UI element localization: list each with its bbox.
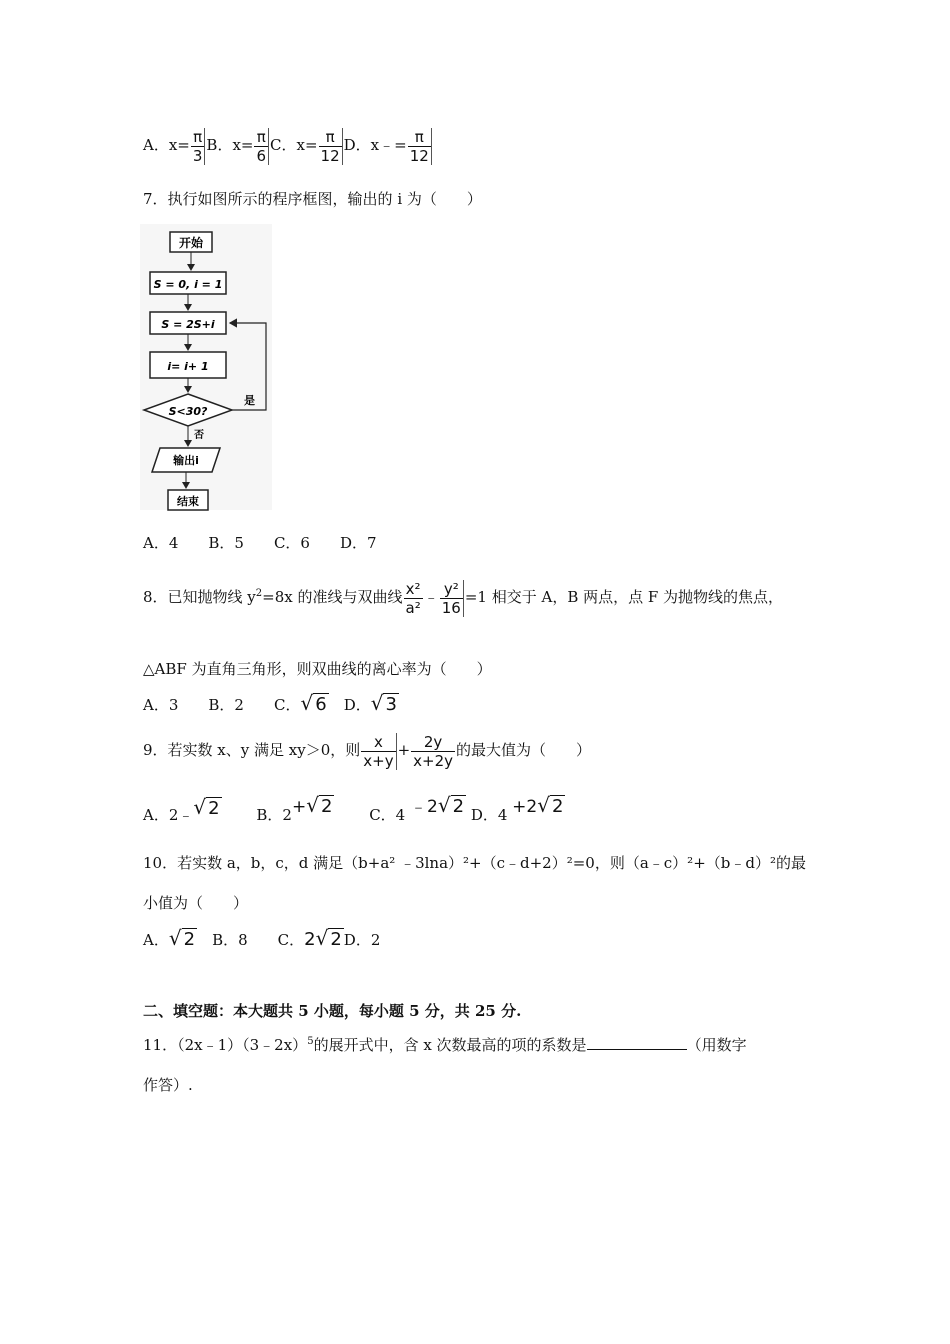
flowchart-start-label: 开始 xyxy=(178,236,204,250)
q9-stem-pre: 9．若实数 x、y 满足 xy＞0，则 xyxy=(143,741,361,759)
q9-option-a: A．2﹣ xyxy=(143,806,194,824)
q8-stem-pre: 8．已知抛物线 y xyxy=(143,588,256,606)
q9-option-b-sqrt: √ 2 xyxy=(306,793,333,817)
q11-line1-sup: 5 xyxy=(307,1036,314,1047)
q9-stem-post: 的最大值为（ ） xyxy=(456,741,592,759)
flowchart-yes-label: 是 xyxy=(244,394,255,407)
q10-option-a: A． xyxy=(143,931,169,949)
q9-option-b-sign: + xyxy=(291,797,307,817)
q7-stem: 7．执行如图所示的程序框图，输出的 i 为（ ） xyxy=(143,190,482,208)
q11-line1-post: （用数字 xyxy=(686,1036,747,1054)
q9-fraction-x-over-xy: $\frac{x}{x+y}$ xyxy=(361,733,396,770)
q7-options: A．4 B．5 C．6 D．7 xyxy=(143,534,377,552)
flowchart-end-label: 结束 xyxy=(177,495,199,508)
q10-option-c-coef: 2 xyxy=(304,929,316,950)
q10-option-c-sqrt: √ 2 xyxy=(315,926,342,950)
q6-option-b-fraction: $\frac{\pi}{6}$ xyxy=(254,128,269,165)
flowchart-step1-label: S = 2S+i xyxy=(161,318,215,331)
q9-option-d: D．4 xyxy=(470,806,508,824)
flowchart-init-label: S = 0, i = 1 xyxy=(153,278,223,291)
q9-option-a-sqrt: √ 2 xyxy=(193,795,220,819)
q8-option-b: B．2 xyxy=(208,696,244,714)
q8-stem-post: =1 相交于 A，B 两点，点 F 为抛物线的焦点， xyxy=(464,588,784,606)
q6-option-c-fraction: $\frac{\pi}{12}$ xyxy=(319,128,343,165)
q9-option-d-sign: +2 xyxy=(512,797,538,817)
q6-option-c-prefix: C．x= xyxy=(270,136,318,154)
q7-flowchart xyxy=(140,224,280,516)
q10-option-b: B．8 xyxy=(212,931,248,949)
q8-options xyxy=(143,690,399,716)
q8-option-d: D． xyxy=(343,696,371,714)
q10-option-d: D．2 xyxy=(343,931,381,949)
q11-line1-mid: 的展开式中，含 x 次数最高的项的系数是 xyxy=(313,1036,587,1054)
section2-heading: 二、填空题：本大题共 5 小题，每小题 5 分，共 25 分. xyxy=(143,1002,522,1020)
q11-answer-blank[interactable] xyxy=(587,1035,687,1050)
q8-option-d-sqrt: √ 3 xyxy=(370,691,397,715)
q9-stem xyxy=(143,728,591,772)
q11-line1-pre: 11．（2x﹣1）（3﹣2x） xyxy=(143,1036,308,1054)
q8-fraction-x2-a2: $\frac{\text{x²}}{\text{a²}}$ xyxy=(405,579,421,617)
q6-option-a-fraction: $\frac{\pi}{3}$ xyxy=(191,128,206,165)
q9-option-c-sqrt: √ 2 xyxy=(437,793,465,817)
q10-line2: 小值为（ ） xyxy=(143,894,249,912)
flowchart-output-label: 输出i xyxy=(173,454,199,467)
q9-option-c-sign: ﹣2 xyxy=(410,797,438,817)
q9-option-b: B．2 xyxy=(256,806,292,824)
q11-line2: 作答）. xyxy=(143,1076,193,1094)
q8-stem-mid: =8x 的准线与双曲线 xyxy=(262,588,403,606)
q9-fraction-2y-over-x2y: $\frac{2y}{x+2y}$ xyxy=(413,732,454,770)
q9-option-c: C．4 xyxy=(369,806,406,824)
q6-option-d-prefix: D．x﹣= xyxy=(343,136,407,154)
flowchart-step2-label: i= i+ 1 xyxy=(167,360,209,373)
q6-option-d-fraction: $\frac{\pi}{12}$ xyxy=(408,128,432,165)
q10-options xyxy=(143,924,380,952)
q10-option-c: C． xyxy=(277,931,305,949)
q8-fraction-y2-16: $\frac{\text{y²}}{16}$ xyxy=(440,580,464,617)
q9-options xyxy=(143,790,565,824)
flowchart-no-label: 否 xyxy=(194,430,204,441)
q6-option-a-prefix: A．x= xyxy=(143,136,190,154)
q8-line2: △ABF 为直角三角形，则双曲线的离心率为（ ） xyxy=(143,660,492,678)
q8-stem xyxy=(143,566,783,622)
q11-line1 xyxy=(143,1034,747,1055)
q8-option-c: C． xyxy=(274,696,301,714)
flowchart-condition-label: S<30? xyxy=(168,405,208,418)
q10-option-a-sqrt: √ 2 xyxy=(168,926,196,950)
q6-options xyxy=(143,124,433,166)
q9-option-d-sqrt: √ 2 xyxy=(537,793,564,817)
q8-option-a: A．3 xyxy=(143,696,179,714)
q6-option-b-prefix: B．x= xyxy=(206,136,254,154)
q8-minus: ﹣ xyxy=(423,588,439,606)
q8-option-c-sqrt: √ 6 xyxy=(300,691,327,715)
q8-stem-sup: 2 xyxy=(255,588,263,599)
q10-line1: 10．若实数 a，b，c，d 满足（b+a² ﹣3lna）²+（c﹣d+2）²=0，则（a﹣c）²+（b﹣d）²的最 xyxy=(143,854,806,872)
q9-plus: + xyxy=(397,741,411,759)
